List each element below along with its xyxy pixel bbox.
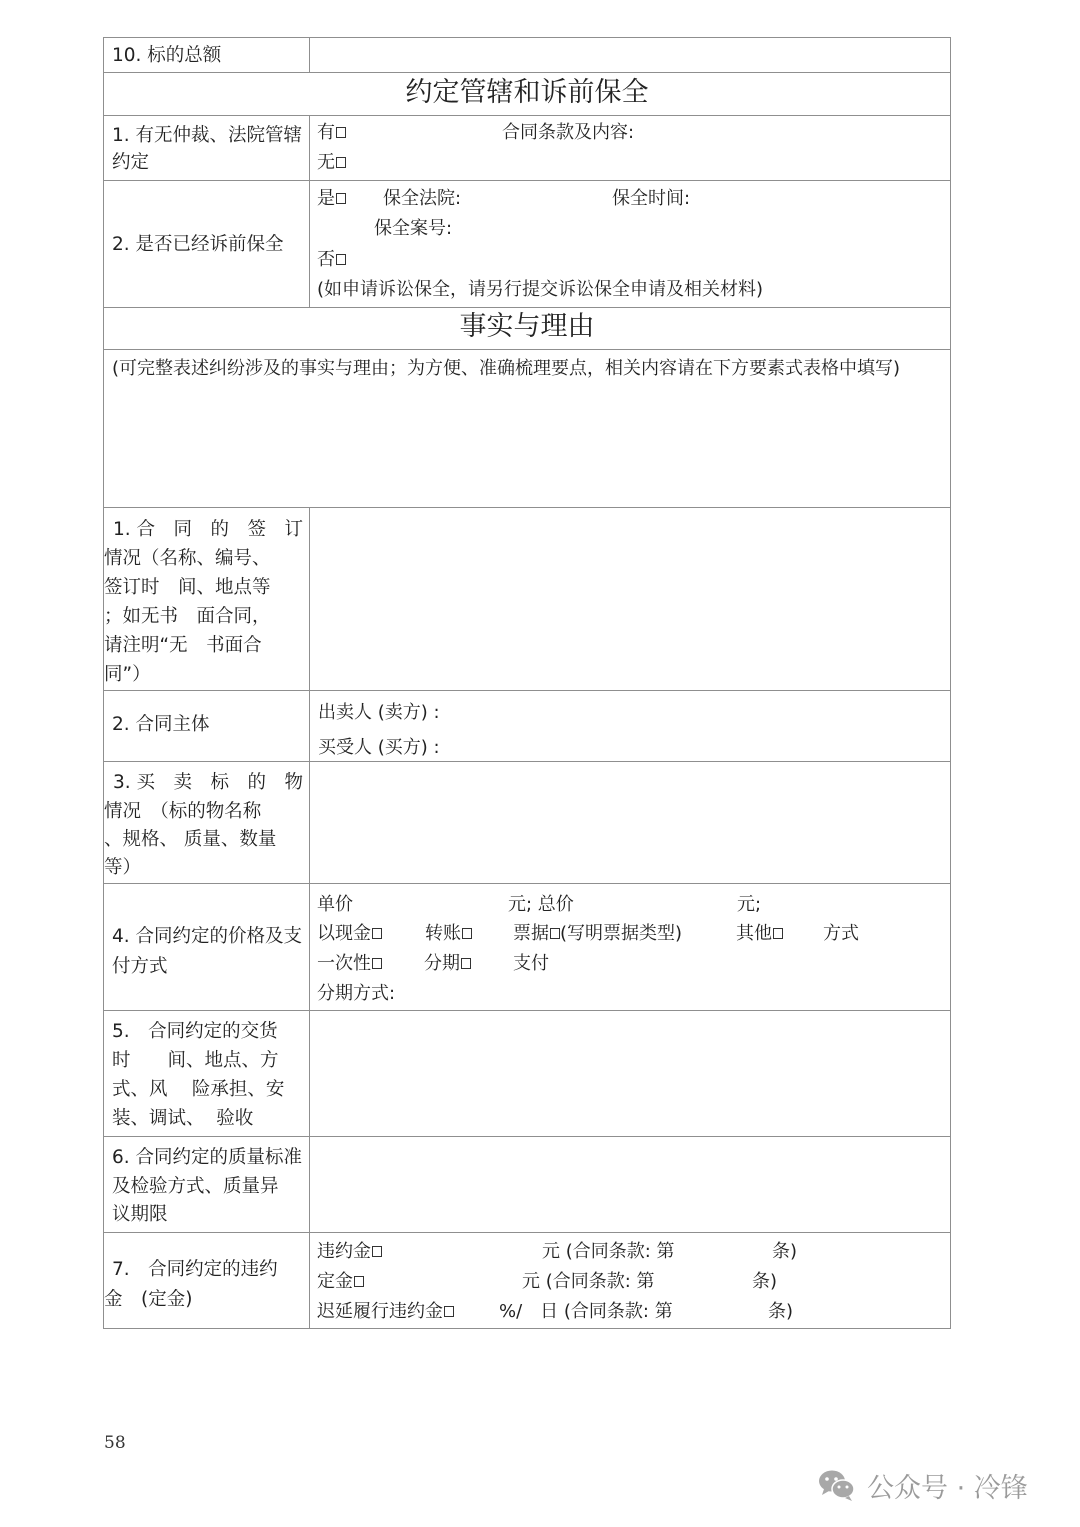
deposit-option[interactable]: 定金 xyxy=(317,1271,364,1293)
deposit-clause: 元 (合同条款: 第 xyxy=(522,1271,655,1292)
method-label: 方式 xyxy=(823,923,859,944)
penalty-option[interactable]: 违约金 xyxy=(317,1241,382,1263)
checkbox-icon[interactable] xyxy=(336,127,346,138)
watermark xyxy=(817,1467,1028,1503)
checkbox-icon[interactable] xyxy=(354,1276,364,1287)
checkbox-icon[interactable] xyxy=(550,928,560,939)
preservation-case-label: 保全案号: xyxy=(374,218,453,239)
installment-option[interactable]: 分期 xyxy=(424,953,471,975)
subject-total-label: 10. 标的总额 xyxy=(112,45,222,66)
checkbox-icon[interactable] xyxy=(372,928,382,939)
checkbox-icon[interactable] xyxy=(372,958,382,969)
preservation-time-label: 保全时间: xyxy=(612,188,691,209)
row-contract-parties xyxy=(103,690,951,761)
installment-way-label: 分期方式: xyxy=(317,983,396,1004)
delivery-label-2: 时 间、地点、方 xyxy=(112,1050,279,1071)
quality-label-1: 6. 合同约定的质量标准 xyxy=(112,1147,303,1168)
late-penalty-tiao: 条) xyxy=(768,1301,794,1322)
total-price-label: 元; 总价 xyxy=(508,894,574,915)
contract-signing-label-5: 请注明“无 书面合 xyxy=(104,635,262,656)
preservation-label: 2. 是否已经诉前保全 xyxy=(112,234,284,255)
penalty-label-2: 金 (定金) xyxy=(104,1289,193,1310)
section-jurisdiction-header xyxy=(103,72,951,115)
arbitration-label-1: 1. 有无仲裁、法院管辖 xyxy=(112,125,303,146)
contract-signing-label-6: 同”） xyxy=(104,664,151,685)
transfer-option[interactable]: 转账 xyxy=(425,923,472,945)
penalty-label-1: 7. 合同约定的违约 xyxy=(112,1259,278,1280)
penalty-tiao: 条) xyxy=(772,1241,798,1262)
bill-option[interactable]: 票据 (写明票据类型) xyxy=(513,923,683,944)
row-subject-matter xyxy=(103,761,951,883)
subject-matter-label-3: 、规格、 质量、数量 xyxy=(104,829,277,850)
arbitration-clause-label: 合同条款及内容: xyxy=(502,122,635,143)
arbitration-yes-option[interactable]: 有 xyxy=(317,122,346,144)
section-jurisdiction-title: 约定管辖和诉前保全 xyxy=(405,77,649,108)
section-facts-header xyxy=(103,307,951,349)
preservation-yes-option[interactable]: 是 xyxy=(317,188,346,210)
deposit-tiao: 条) xyxy=(752,1271,778,1292)
row-price-payment xyxy=(103,883,951,1010)
late-penalty-clause: %/ 日 (合同条款: 第 xyxy=(499,1301,673,1322)
price-payment-label-2: 付方式 xyxy=(112,956,168,977)
seller-label: 出卖人 (卖方) : xyxy=(318,702,440,723)
pay-label: 支付 xyxy=(513,953,549,974)
delivery-label-4: 装、调试、 验收 xyxy=(112,1108,254,1129)
subject-matter-label-4: 等） xyxy=(104,857,142,878)
contract-signing-label-3: 签订时 间、地点等 xyxy=(104,577,271,598)
facts-free-text-area[interactable] xyxy=(103,349,951,507)
row-preservation xyxy=(103,180,951,307)
yuan-end-label: 元; xyxy=(737,894,762,915)
lump-sum-option[interactable]: 一次性 xyxy=(317,953,382,975)
contract-signing-label-2: 情况（名称、编号、 xyxy=(104,548,271,569)
preservation-no-option[interactable]: 否 xyxy=(317,249,346,271)
price-payment-label-1: 4. 合同约定的价格及支 xyxy=(112,926,303,947)
checkbox-icon[interactable] xyxy=(461,958,471,969)
row-penalty xyxy=(103,1232,951,1329)
checkbox-icon[interactable] xyxy=(336,157,346,168)
row-arbitration xyxy=(103,115,951,180)
penalty-clause: 元 (合同条款: 第 xyxy=(542,1241,675,1262)
arbitration-no-option[interactable]: 无 xyxy=(317,152,346,174)
delivery-label-1: 5. 合同约定的交货 xyxy=(112,1021,278,1042)
row-subject-total xyxy=(103,37,951,72)
subject-matter-label-1: 3. 买 卖 标 的 物 xyxy=(113,772,304,793)
watermark-text: 公众号 · 冷锋 xyxy=(867,1472,1028,1504)
other-option[interactable]: 其他 xyxy=(736,923,783,945)
complaint-form-table xyxy=(103,37,951,1329)
late-penalty-option[interactable]: 迟延履行违约金 xyxy=(317,1301,454,1323)
preservation-court-label: 保全法院: xyxy=(383,188,462,209)
page-number: 58 xyxy=(104,1433,126,1453)
checkbox-icon[interactable] xyxy=(336,193,346,204)
wechat-icon xyxy=(817,1468,857,1502)
contract-signing-label-1: 1. 合 同 的 签 订 xyxy=(113,519,304,540)
preservation-note: (如申请诉讼保全，请另行提交诉讼保全申请及相关材料) xyxy=(317,279,764,300)
contract-parties-label: 2. 合同主体 xyxy=(112,714,210,735)
checkbox-icon[interactable] xyxy=(773,928,783,939)
row-contract-signing xyxy=(103,507,951,690)
checkbox-icon[interactable] xyxy=(444,1306,454,1317)
arbitration-label-2: 约定 xyxy=(112,152,150,173)
facts-note: (可完整表述纠纷涉及的事实与理由；为方便、准确梳理要点，相关内容请在下方要素式表格中填写) xyxy=(112,358,901,379)
checkbox-icon[interactable] xyxy=(462,928,472,939)
checkbox-icon[interactable] xyxy=(336,254,346,265)
delivery-label-3: 式、风 险承担、安 xyxy=(112,1079,285,1100)
unit-price-label: 单价 xyxy=(317,894,353,915)
row-delivery xyxy=(103,1010,951,1136)
cash-option[interactable]: 以现金 xyxy=(317,923,382,945)
quality-label-3: 议期限 xyxy=(112,1204,168,1225)
contract-signing-label-4: ；如无书 面合同， xyxy=(104,606,271,627)
quality-label-2: 及检验方式、质量异 xyxy=(112,1176,279,1197)
checkbox-icon[interactable] xyxy=(372,1246,382,1257)
subject-matter-label-2: 情况 （标的物名称 xyxy=(104,801,262,822)
buyer-label: 买受人 (买方) : xyxy=(318,737,440,758)
section-facts-title: 事实与理由 xyxy=(459,311,595,342)
row-quality xyxy=(103,1136,951,1232)
